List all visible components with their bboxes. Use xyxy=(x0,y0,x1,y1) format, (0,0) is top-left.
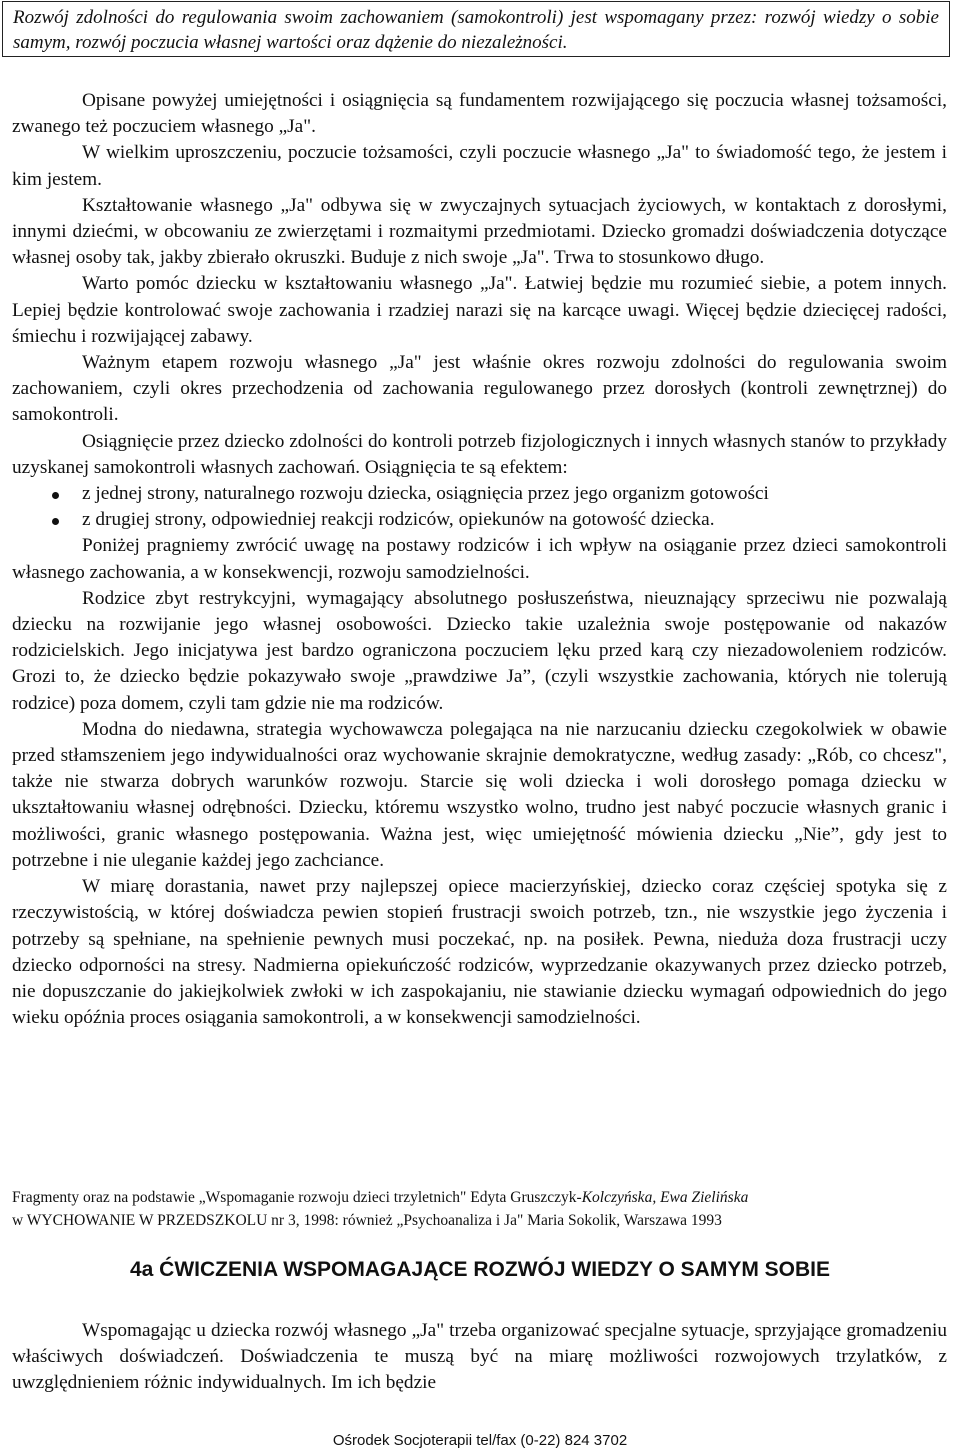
paragraph: Modna do niedawna, strategia wychowawcza polegająca na nie narzucaniu dziecku czegokolwiek w obawie przed stłamszeniem jego indywidualności oraz wychowanie skrajnie demokratyczne, według zasady: „Rób, co chcesz", także nie stwarza dobrych warunków rozwoju. Starcie się woli dziecka i woli dorosłego pomaga dziecku w ukształtowaniu własnej odrębności. Dziecku, któremu wszystko wolno, trudno jest nabyć poczucie własnych granic i możliwości, granic własnego postępowania. Ważna jest, więc umiejętność mówienia dziecku „Nie”, gdy jest to potrzebne i nie uleganie każdej jego zachciance. xyxy=(12,718,947,871)
paragraph: W wielkim uproszczeniu, poczucie tożsamości, czyli poczucie własnego „Ja" to świadomość tego, że jestem i kim jestem. xyxy=(12,142,947,190)
source-citation xyxy=(12,1186,947,1232)
bullet-icon xyxy=(52,492,59,499)
source-line-1-authors: Kolczyńska, Ewa Zielińska xyxy=(581,1189,749,1206)
bullet-icon xyxy=(52,518,59,525)
list-item-text: z drugiej strony, odpowiedniej reakcji rodziców, opiekunów na gotowość dziecka. xyxy=(82,509,715,531)
intro-box xyxy=(2,1,950,57)
intro-text: Rozwój zdolności do regulowania swoim zachowaniem (samokontroli) jest wspomagany przez: rozwój wiedzy o sobie samym, rozwój poczucia własnej wartości oraz dążenie do niezależności. xyxy=(13,7,939,53)
paragraph: Opisane powyżej umiejętności i osiągnięcia są fundamentem rozwijającego się poczucia własnej tożsamości, zwanego też poczuciem własnego „Ja". xyxy=(12,90,947,138)
bullet-list xyxy=(12,481,947,533)
main-body xyxy=(12,88,947,1031)
paragraph: Kształtowanie własnego „Ja" odbywa się w zwyczajnych sytuacjach życiowych, w kontaktach z dorosłymi, innymi dziećmi, w obcowaniu ze zwierzętami i rozmaitymi przedmiotami. Dziecko gromadzi doświadczenia dotyczące własnej osoby tak, jakby zbierało okruszki. Buduje z nich swoje „Ja". Trwa to stosunkowo długo. xyxy=(12,194,947,269)
list-item-text: z jednej strony, naturalnego rozwoju dziecka, osiągnięcia przez jego organizm gotowości xyxy=(82,483,769,505)
paragraph: W miarę dorastania, nawet przy najlepszej opiece macierzyńskiej, dziecko coraz częściej spotyka się z rzeczywistością, w której doświadcza pewien stopień frustracji swoich potrzeb, tzn., nie wszystkie jego życzenia i potrzeby są spełniane, na spełnienie pewnych musi poczekać, np. na posiłek. Pewna, nieduża doza frustracji uczy dziecko odporności na stresy. Nadmierna opiekuńczość rodziców, wyprzedzanie okazywanych przez dziecko potrzeb, nie dopuszczanie do jakiejkolwiek zwłoki w ich zaspokajaniu, nie stawianie dziecku wymagań odpowiednich do jego wieku opóźnia proces osiągania samokontroli, a w konsekwencji samodzielności. xyxy=(12,876,947,1029)
paragraph: Poniżej pragniemy zwrócić uwagę na postawy rodziców i ich wpływ na osiąganie przez dzieci samokontroli własnego zachowania, a w konsekwencji, rozwoju samodzielności. xyxy=(12,535,947,583)
source-line-2: w WYCHOWANIE W PRZEDSZKOLU nr 3, 1998: również „Psychoanaliza i Ja" Maria Sokolik, Warszawa 1993 xyxy=(12,1212,722,1229)
paragraph: Warto pomóc dziecku w kształtowaniu własnego „Ja". Łatwiej będzie mu rozumieć siebie, a potem innych. Lepiej będzie kontrolować swoje zachowania i rzadziej narazi się na karcące uwagi. Więcej będzie dziecięcej radości, śmiechu i rozwijającej zabawy. xyxy=(12,273,947,347)
source-line-1 xyxy=(12,1186,947,1209)
section-body xyxy=(12,1318,947,1397)
paragraph: Ważnym etapem rozwoju własnego „Ja" jest właśnie okres rozwoju zdolności do regulowania swoim zachowaniem, czyli okres przechodzenia od zachowania regulowanego przez dorosłych (kontroli zewnętrznej) do samokontroli. xyxy=(12,352,947,426)
paragraph: Osiągnięcie przez dziecko zdolności do kontroli potrzeb fizjologicznych i innych własnych stanów to przykłady uzyskanej samokontroli własnych zachowań. Osiągnięcia te są efektem: xyxy=(12,430,947,478)
paragraph: Rodzice zbyt restrykcyjni, wymagający absolutnego posłuszeństwa, nieuznający sprzeciwu nie pozwalają dziecku na rozwijanie jego własnej osobowości. Dziecko takie uzależnia swoje postępowanie od nakazów rodzicielskich. Jego inicjatywa jest bardzo ograniczona poczuciem lęku przed karą czy niezadowoleniem rodziców. Grozi to, że dziecko będzie pokazywało swoje „prawdziwe Ja”, (czyli wszystkie zachowania, których nie tolerują rodzice) poza domem, czyli tam gdzie nie ma rodziców. xyxy=(12,587,947,714)
page-footer: Ośrodek Socjoterapii tel/fax (0-22) 824 3702 xyxy=(332,1432,628,1449)
list-item xyxy=(12,481,947,507)
source-line-1-text: Fragmenty oraz na podstawie „Wspomaganie rozwoju dzieci trzyletnich" Edyta Gruszczyk- xyxy=(12,1189,582,1206)
section-heading: 4a ĆWICZENIA WSPOMAGAJĄCE ROZWÓJ WIEDZY O SAMYM SOBIE xyxy=(129,1258,831,1281)
paragraph: Wspomagając u dziecka rozwój własnego „Ja" trzeba organizować specjalne sytuacje, sprzyjające gromadzeniu właściwych doświadczeń. Doświadczenia te muszą być na miarę możliwości rozwojowych trzylatków, z uwzględnieniem różnic indywidualnych. Im ich będzie xyxy=(12,1320,947,1394)
list-item xyxy=(12,507,947,533)
